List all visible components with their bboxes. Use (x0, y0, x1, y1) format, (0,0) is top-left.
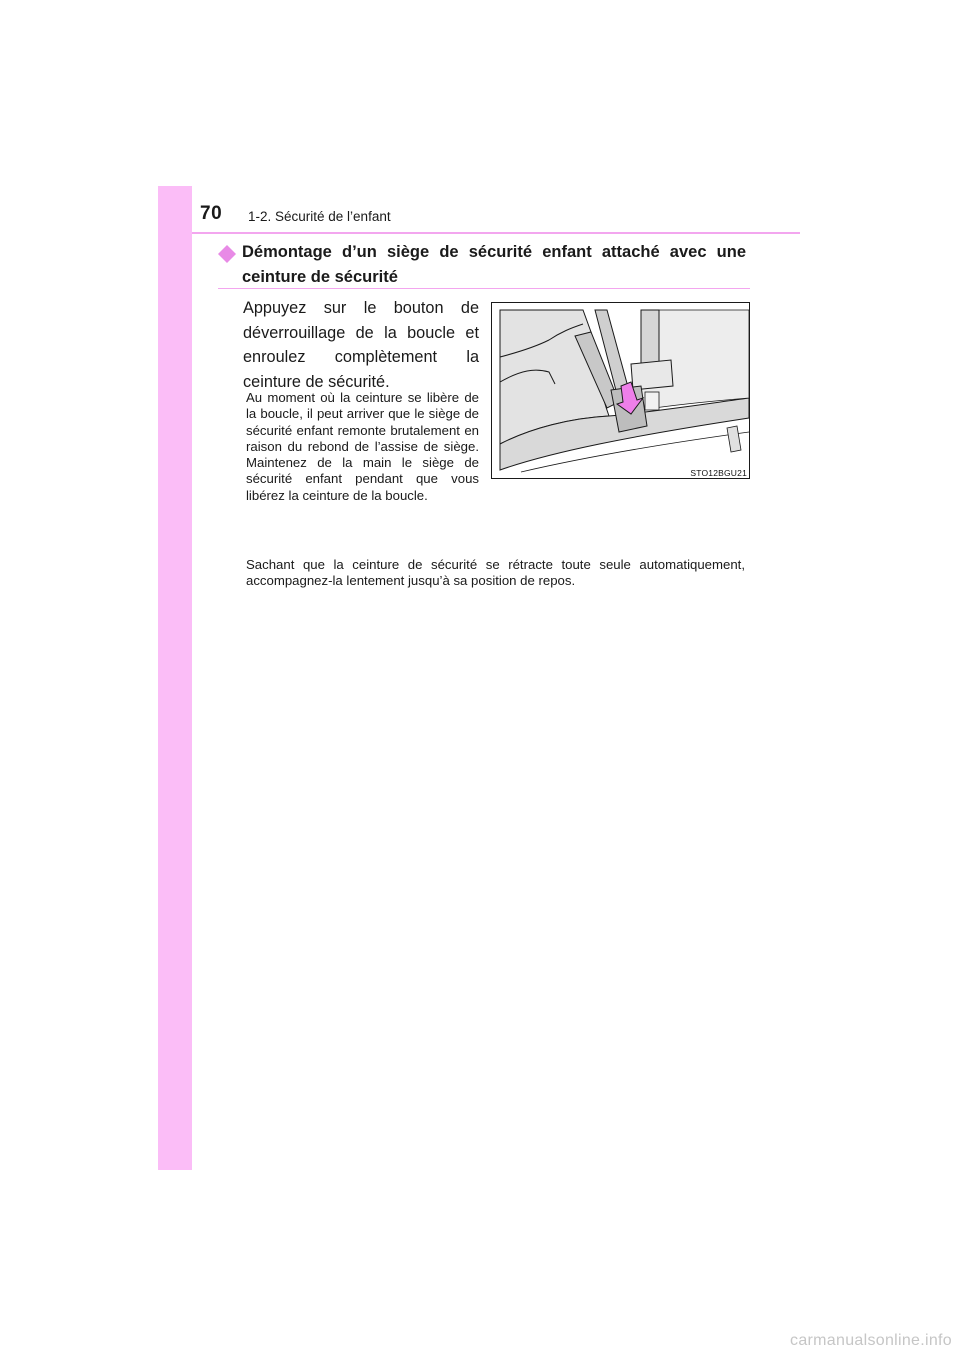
section-title: Démontage d’un siège de sécurité enfant attaché avec une ceinture de sécurité (242, 243, 746, 286)
note-retraction: Sachant que la ceinture de sécurité se rétracte toute seule automatiquement, accompagnez-la lentement jusqu’à sa position de repos. (246, 557, 745, 589)
instruction-text: Appuyez sur le bouton de déverrouillage de la boucle et enroulez complètement la ceinture de sécurité. (243, 299, 479, 391)
seatbelt-buckle-illustration (491, 302, 750, 479)
heading-rule (218, 288, 750, 289)
side-band (158, 186, 192, 1170)
section-heading (218, 240, 746, 290)
header-rule (192, 232, 800, 234)
buckle-drawing (491, 302, 750, 479)
note-rebound: Au moment où la ceinture se libère de la boucle, il peut arriver que le siège de sécurité enfant remonte brutalement en raison du rebond de l’assise de siège. Maintenez de la main le siège de sécurité enfant pendant que vous libérez la ceinture de la boucle. (246, 390, 479, 503)
page-number: 70 (200, 203, 223, 224)
figure-code: STO12BGU21 (690, 468, 747, 478)
diamond-icon (218, 245, 236, 263)
watermark: carmanualsonline.info (790, 1332, 952, 1349)
breadcrumb: 1-2. Sécurité de l’enfant (248, 209, 391, 224)
